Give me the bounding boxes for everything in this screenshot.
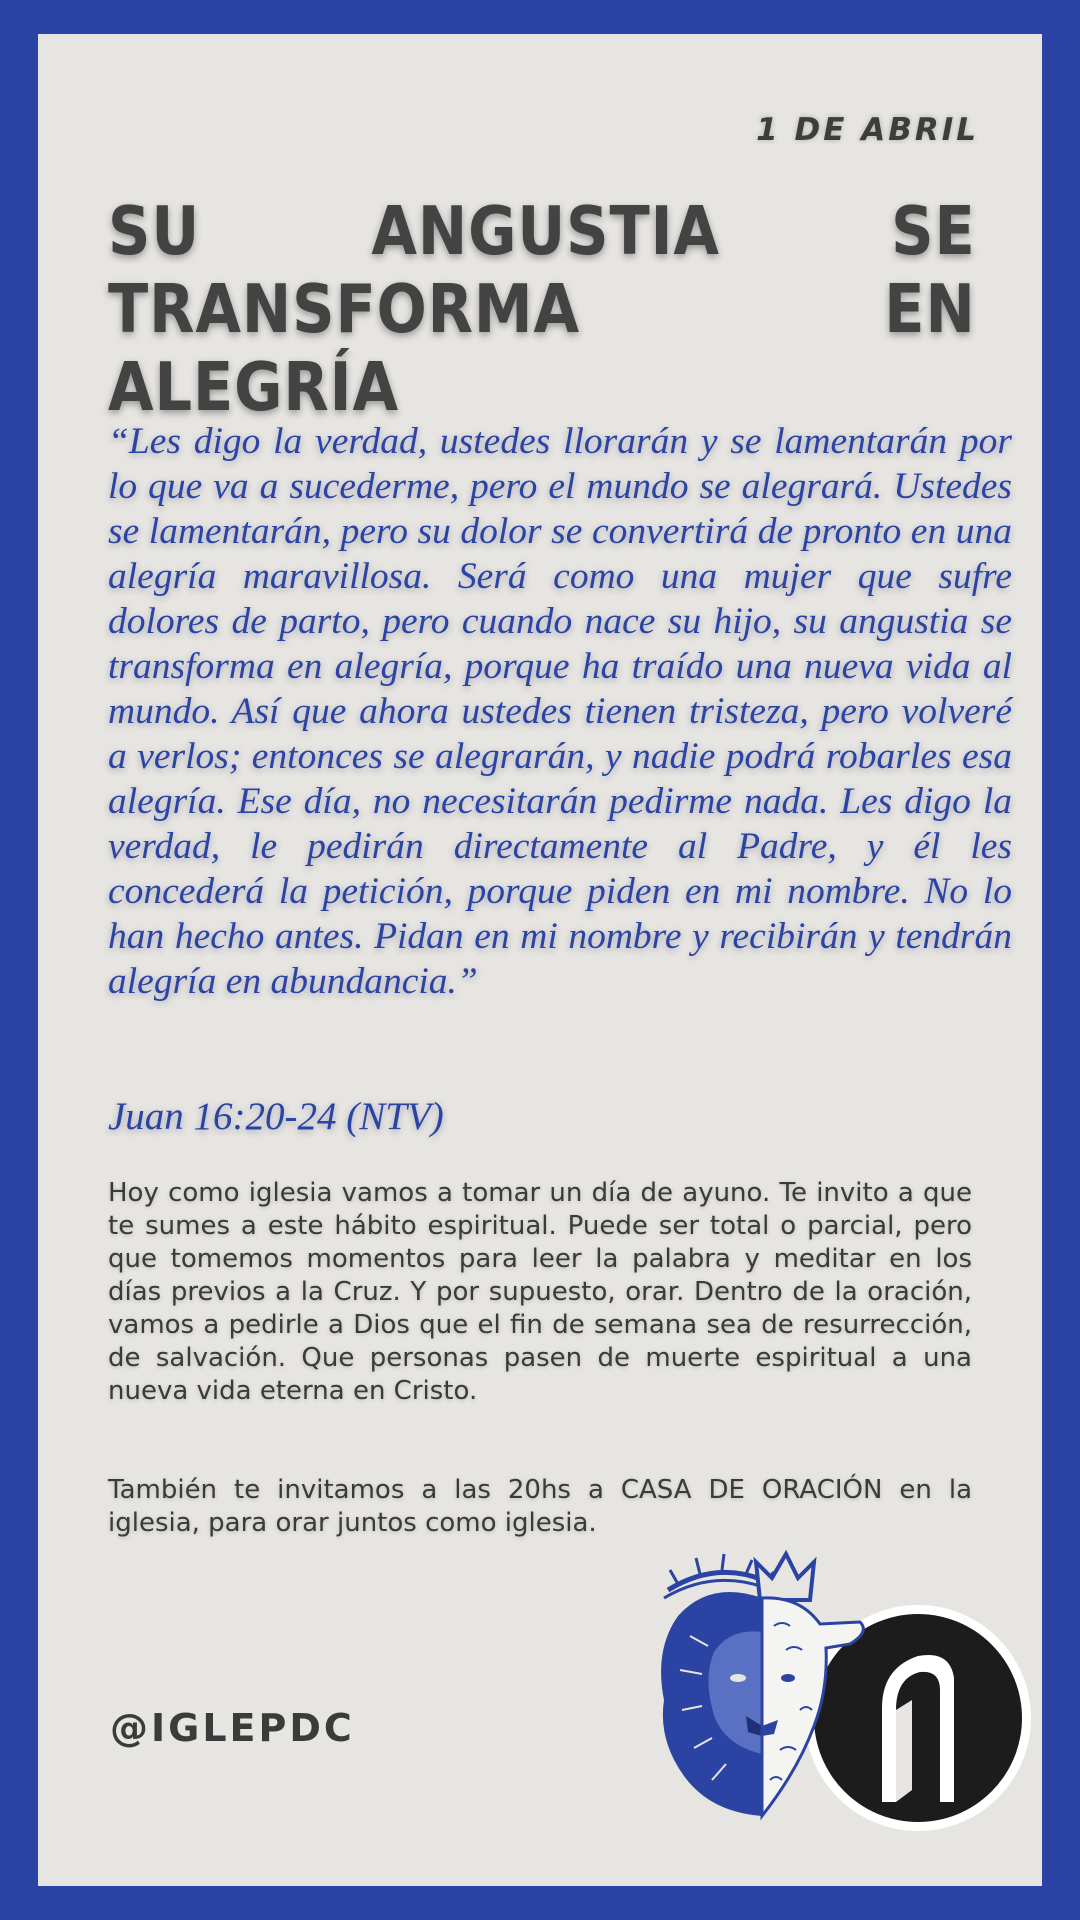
scripture-reference: Juan 16:20-24 (NTV)	[108, 1095, 444, 1138]
body-paragraph-2: También te invitamos a las 20hs a CASA DE ORACIÓN en la iglesia, para orar juntos como iglesia.	[108, 1475, 972, 1538]
body-paragraph-1: Hoy como iglesia vamos a tomar un día de ayuno. Te invito a que te sumes a este hábito espiritual. Puede ser total o parcial, pero que tomemos momentos para leer la palabra y meditar en los días previos a la Cruz. Y por supuesto, orar. Dentro de la oración, vamos a pedirle a Dios que el fin de semana sea de resurrección, de salvación. Que personas pasen de muerte espiritual a una nueva vida eterna en Cristo.	[108, 1178, 972, 1406]
church-logo	[650, 1540, 1040, 1840]
devotional-card	[38, 34, 1042, 1886]
scripture-quote: “Les digo la verdad, ustedes llorarán y se lamentarán por lo que va a sucederme, pero el mundo se alegrará. Ustedes se lamentarán, pero su dolor se convertirá de pronto en una alegría maravillosa. Será como una mujer que sufre dolores de parto, pero cuando nace su hijo, su angustia se transforma en alegría, porque ha traído una nueva vida al mundo. Así que ahora ustedes tienen tristeza, pero volveré a verlos; entonces se alegrarán, y nadie podrá robarles esa alegría. Ese día, no necesitarán pedirme nada. Les digo la verdad, le pedirán directamente al Padre, y él les concederá la petición, porque piden en mi nombre. No lo han hecho antes. Pidan en mi nombre y recibirán y tendrán alegría en abundancia.”	[108, 421, 1012, 1002]
social-handle: @IGLEPDC	[110, 1706, 355, 1750]
date-label: 1 DE ABRIL	[756, 112, 979, 148]
page-title: SU ANGUSTIA SE TRANSFORMA EN ALEGRÍA	[108, 192, 976, 426]
